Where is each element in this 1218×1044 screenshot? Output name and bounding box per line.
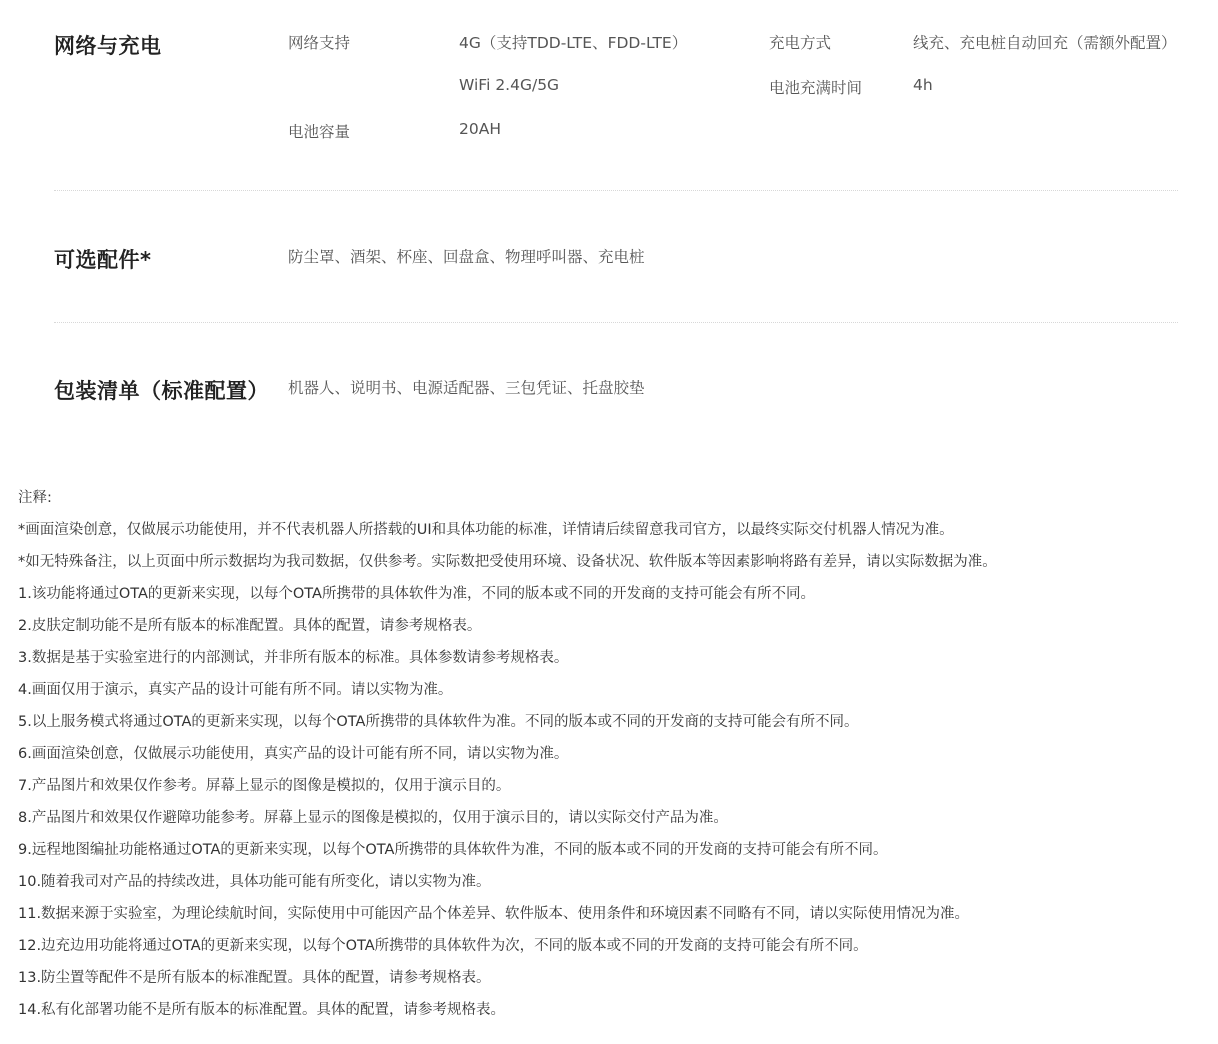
- section-title-network: 网络与充电: [54, 34, 162, 58]
- note-line: 13.防尘置等配件不是所有版本的标准配置。具体的配置，请参考规格表。: [18, 970, 491, 986]
- note-line: 4.画面仅用于演示，真实产品的设计可能有所不同。请以实物为准。: [18, 682, 453, 698]
- spec-label-network-support: 网络支持: [288, 34, 351, 52]
- note-line: *画面渲染创意，仅做展示功能使用，并不代表机器人所搭载的UI和具体功能的标准，详情请后续留意我司官方，以最终实际交付机器人情况为准。: [18, 522, 954, 538]
- note-line: 2.皮肤定制功能不是所有版本的标准配置。具体的配置，请参考规格表。: [18, 618, 482, 634]
- note-line: 10.随着我司对产品的持续改进，具体功能可能有所变化，请以实物为准。: [18, 874, 491, 890]
- note-line: 5.以上服务模式将通过OTA的更新来实现，以每个OTA所携带的具体软件为准。不同的版本或不同的开发商的支持可能会有所不同。: [18, 714, 859, 730]
- accessories-value: 防尘罩、酒架、杯座、回盘盒、物理呼叫器、充电桩: [288, 248, 645, 266]
- section-title-accessories: 可选配件*: [54, 248, 152, 272]
- section-title-package: 包装清单（标准配置）: [54, 379, 269, 403]
- spec-label-charging-method: 充电方式: [769, 34, 832, 52]
- spec-label-charge-time: 电池充满时间: [769, 79, 863, 97]
- network-charging-section: [0, 0, 1218, 190]
- note-line: 6.画面渲染创意，仅做展示功能使用，真实产品的设计可能有所不同，请以实物为准。: [18, 746, 569, 762]
- spec-value-charging-method: 线充、充电桩自动回充（需额外配置）: [913, 34, 1177, 52]
- notes-heading: 注释:: [18, 490, 52, 506]
- accessories-section: [0, 190, 1218, 322]
- note-line: 14.私有化部署功能不是所有版本的标准配置。具体的配置，请参考规格表。: [18, 1002, 506, 1018]
- spec-value-charge-time: 4h: [913, 76, 933, 94]
- spec-value-battery-capacity: 20AH: [459, 120, 501, 138]
- package-value: 机器人、说明书、电源适配器、三包凭证、托盘胶垫: [288, 379, 645, 397]
- note-line: 11.数据来源于实验室，为理论续航时间，实际使用中可能因产品个体差异、软件版本、使用条件和环境因素不同略有不同，请以实际使用情况为准。: [18, 906, 970, 922]
- note-line: 8.产品图片和效果仅作避障功能参考。屏幕上显示的图像是模拟的，仅用于演示目的，请以实际交付产品为准。: [18, 810, 728, 826]
- note-line: 3.数据是基于实验室进行的内部测试，并非所有版本的标准。具体参数请参考规格表。: [18, 650, 569, 666]
- footnotes: [18, 482, 1208, 1026]
- note-line: 7.产品图片和效果仅作参考。屏幕上显示的图像是模拟的，仅用于演示目的。: [18, 778, 511, 794]
- spec-label-battery-capacity: 电池容量: [288, 123, 351, 141]
- note-line: 1.该功能将通过OTA的更新来实现，以每个OTA所携带的具体软件为准，不同的版本或不同的开发商的支持可能会有所不同。: [18, 586, 815, 602]
- spec-value-wifi: WiFi 2.4G/5G: [459, 76, 560, 94]
- note-line: *如无特殊备注，以上页面中所示数据均为我司数据，仅供参考。实际数把受使用环境、设备状况、软件版本等因素影响将路有差异，请以实际数据为准。: [18, 554, 997, 570]
- note-line: 9.远程地图编扯功能格通过OTA的更新来实现，以每个OTA所携带的具体软件为准，不同的版本或不同的开发商的支持可能会有所不同。: [18, 842, 888, 858]
- note-line: 12.边充边用功能将通过OTA的更新来实现，以每个OTA所携带的具体软件为次，不同的版本或不同的开发商的支持可能会有所不同。: [18, 938, 868, 954]
- package-section: [0, 322, 1218, 442]
- spec-value-network-support: 4G（支持TDD-LTE、FDD-LTE）: [459, 34, 688, 52]
